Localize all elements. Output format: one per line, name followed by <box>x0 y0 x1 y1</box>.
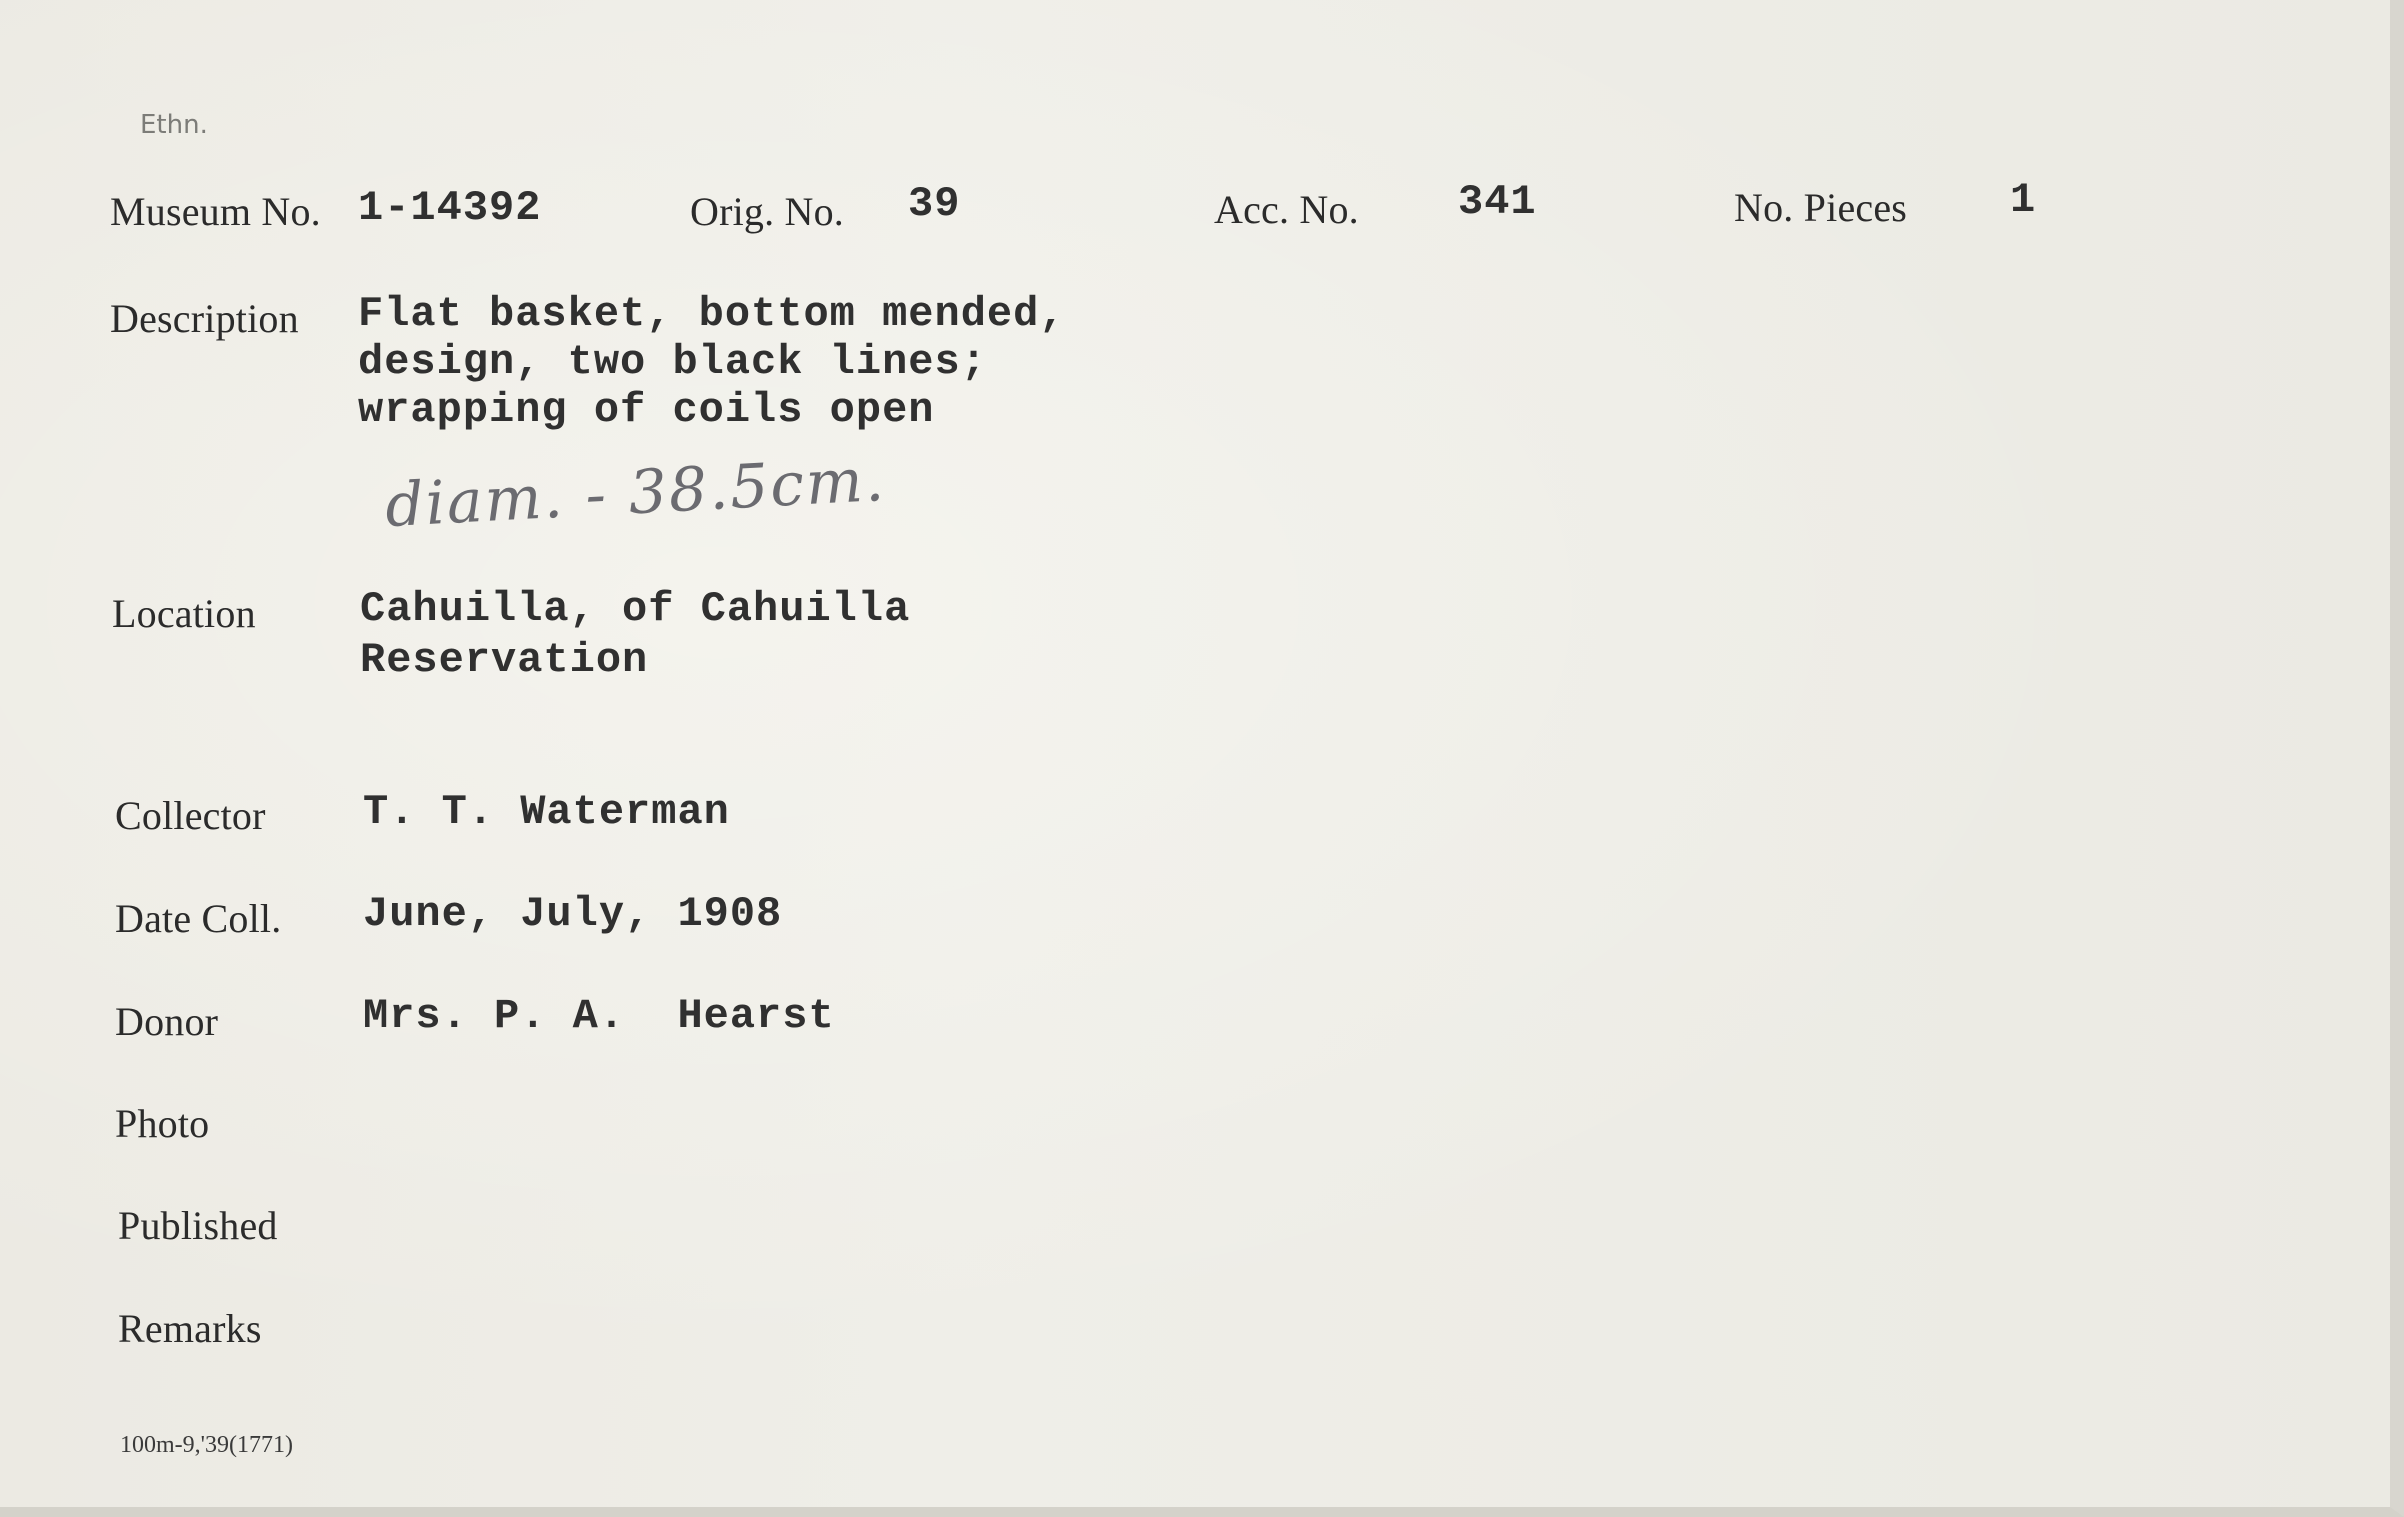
description-line-3: wrapping of coils open <box>358 386 935 434</box>
acc-no-label: Acc. No. <box>1214 187 1359 232</box>
donor-label: Donor <box>115 999 219 1044</box>
photo-label: Photo <box>115 1101 210 1146</box>
collector-value: T. T. Waterman <box>363 788 730 836</box>
no-pieces-value: 1 <box>2010 176 2037 224</box>
description-label: Description <box>110 296 299 341</box>
museum-no-value: 1-14392 <box>358 184 542 232</box>
remarks-label: Remarks <box>118 1306 262 1351</box>
orig-no-label: Orig. No. <box>690 189 845 234</box>
orig-no-value: 39 <box>908 180 961 228</box>
date-coll-value: June, July, 1908 <box>363 890 783 938</box>
handwritten-note: diam. - 38.5cm. <box>383 444 888 542</box>
museum-no-label: Museum No. <box>110 189 321 234</box>
donor-value: Mrs. P. A. Hearst <box>363 992 835 1040</box>
description-line-1: Flat basket, bottom mended, <box>358 290 1066 338</box>
print-code: 100m-9,'39(1771) <box>120 1432 293 1458</box>
location-line-1: Cahuilla, of Cahuilla <box>360 585 911 633</box>
acc-no-value: 341 <box>1458 178 1537 226</box>
date-coll-label: Date Coll. <box>115 896 282 941</box>
department-stamp: Ethn. <box>140 110 208 140</box>
location-label: Location <box>112 591 256 636</box>
location-line-2: Reservation <box>360 636 649 684</box>
no-pieces-label: No. Pieces <box>1734 185 1908 230</box>
collector-label: Collector <box>115 793 266 838</box>
published-label: Published <box>118 1203 278 1248</box>
description-line-2: design, two black lines; <box>358 338 987 386</box>
